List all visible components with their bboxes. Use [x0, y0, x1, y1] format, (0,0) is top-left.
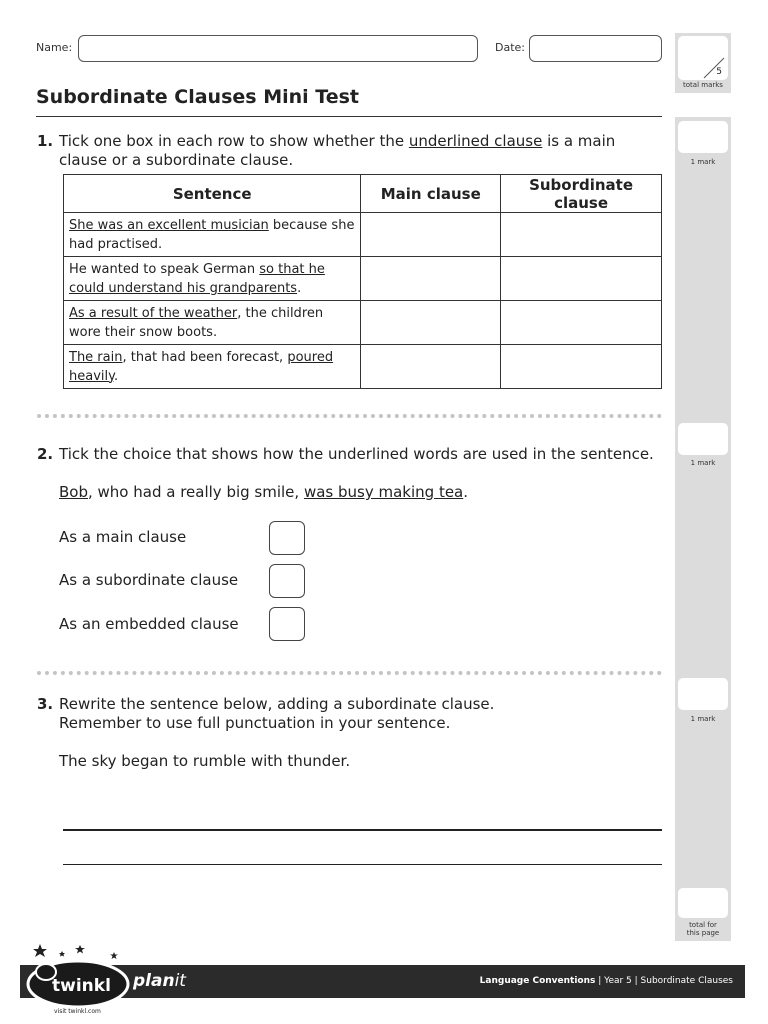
marks-sidebar	[675, 117, 731, 941]
subordinate-clause-tick-cell[interactable]	[501, 301, 662, 345]
col-subordinate-clause: Subordinate clause	[501, 175, 662, 213]
page-total-label-2: this page	[686, 929, 720, 937]
q2-sentence: Bob, who had a really big smile, was busy making tea.	[59, 483, 469, 501]
total-marks-label: total marks	[683, 81, 723, 89]
subordinate-clause-tick-cell[interactable]	[501, 213, 662, 257]
total-marks-box[interactable]	[678, 36, 728, 80]
twinkl-logo-text: twinkl	[52, 976, 111, 996]
option-subordinate-clause-label: As a subordinate clause	[59, 571, 239, 589]
table-header-row	[64, 175, 662, 213]
main-clause-tick-cell[interactable]	[361, 213, 501, 257]
table-row	[64, 345, 662, 389]
q1-mark-label: 1 mark	[690, 158, 716, 166]
q1-prompt: Tick one box in each row to show whether the underlined clause is a main clause or a subordinate clause.	[59, 132, 616, 169]
q1-number: 1.	[37, 132, 54, 150]
q3-number: 3.	[37, 695, 54, 713]
page-title: Subordinate Clauses Mini Test	[36, 86, 359, 108]
q3-prompt-line2: Remember to use full punctuation in your sentence.	[59, 714, 451, 732]
main-clause-tick-cell[interactable]	[361, 301, 501, 345]
q2-prompt: Tick the choice that shows how the underlined words are used in the sentence.	[59, 445, 654, 463]
total-marks-value: 5	[716, 67, 722, 77]
q2-number: 2.	[37, 445, 54, 463]
col-main-clause: Main clause	[361, 175, 501, 213]
page-total-box[interactable]	[678, 888, 728, 918]
sentence-cell: She was an excellent musician because she had practised.	[64, 213, 361, 257]
section-divider	[37, 414, 662, 418]
clause-table	[63, 174, 662, 389]
sentence-cell: He wanted to speak German so that he could understand his grandparents.	[64, 257, 361, 301]
main-clause-tick-cell[interactable]	[361, 345, 501, 389]
q3-sentence: The sky began to rumble with thunder.	[59, 752, 351, 770]
table-row	[64, 257, 662, 301]
sentence-cell: As a result of the weather, the children wore their snow boots.	[64, 301, 361, 345]
table-row	[64, 301, 662, 345]
q1-mark-box[interactable]	[678, 121, 728, 153]
subordinate-clause-tick-cell[interactable]	[501, 257, 662, 301]
twinkl-url: visit twinkl.com	[54, 1008, 101, 1015]
q2-mark-label: 1 mark	[690, 459, 716, 467]
option-embedded-clause-checkbox[interactable]	[269, 607, 305, 641]
option-main-clause-checkbox[interactable]	[269, 521, 305, 555]
option-embedded-clause-label: As an embedded clause	[59, 615, 239, 633]
date-field[interactable]	[529, 35, 662, 62]
option-main-clause-label: As a main clause	[59, 528, 187, 546]
subordinate-clause-tick-cell[interactable]	[501, 345, 662, 389]
q2-mark-box[interactable]	[678, 423, 728, 455]
section-divider	[37, 671, 662, 675]
answer-line[interactable]	[63, 829, 662, 831]
q3-mark-label: 1 mark	[690, 715, 716, 723]
option-subordinate-clause-checkbox[interactable]	[269, 564, 305, 598]
total-marks-panel	[675, 33, 731, 93]
footer-course-info: Language Conventions | Year 5 | Subordinate Clauses	[479, 976, 733, 986]
answer-line[interactable]	[63, 864, 662, 865]
q3-prompt-line1: Rewrite the sentence below, adding a subordinate clause.	[59, 695, 495, 713]
table-row	[64, 213, 662, 257]
main-clause-tick-cell[interactable]	[361, 257, 501, 301]
name-field[interactable]	[78, 35, 478, 62]
sentence-cell: The rain, that had been forecast, poured heavily.	[64, 345, 361, 389]
q3-mark-box[interactable]	[678, 678, 728, 710]
twinkl-logo-icon[interactable]	[24, 944, 134, 1016]
name-label: Name:	[36, 41, 73, 54]
planit-logo: planit	[133, 971, 186, 991]
page-total-label-1: total for	[689, 921, 717, 929]
date-label: Date:	[495, 41, 525, 54]
col-sentence: Sentence	[64, 175, 361, 213]
title-rule	[36, 116, 662, 117]
